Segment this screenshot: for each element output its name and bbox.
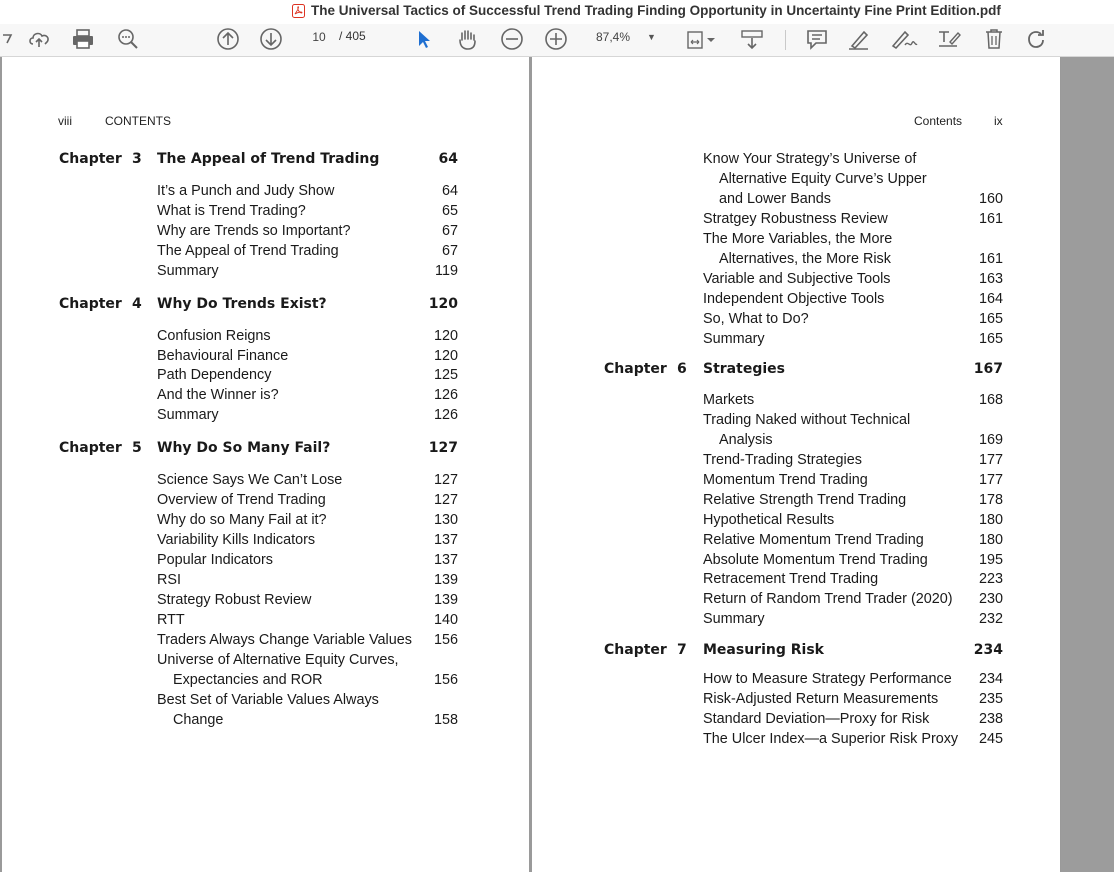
- chapter-label: Chapter: [59, 296, 122, 312]
- viewer-background: [1061, 57, 1114, 872]
- toc-page: 165: [978, 311, 1003, 327]
- toc-page: 234: [978, 671, 1003, 687]
- toc-page: 223: [978, 571, 1003, 587]
- toc-entry: Traders Always Change Variable Values: [157, 632, 412, 648]
- toc-entry: Overview of Trend Trading: [157, 492, 326, 508]
- page-total: / 405: [339, 29, 366, 43]
- toc-entry: Trend-Trading Strategies: [703, 452, 862, 468]
- toc-entry: Summary: [703, 611, 765, 627]
- chapter-number: 3: [132, 151, 142, 167]
- toc-entry: So, What to Do?: [703, 311, 809, 327]
- page-number-header: viii: [58, 114, 72, 128]
- toc-page: 120: [433, 348, 458, 364]
- toc-page: 177: [978, 452, 1003, 468]
- page-down-icon[interactable]: [258, 28, 284, 50]
- edit-text-icon[interactable]: [935, 28, 963, 50]
- chapter-page: 234: [973, 642, 1003, 658]
- toc-page: 195: [978, 552, 1003, 568]
- toc-entry: Universe of Alternative Equity Curves,: [157, 652, 399, 668]
- toc-entry: Momentum Trend Trading: [703, 472, 868, 488]
- toc-page: 158: [433, 712, 458, 728]
- toc-entry: The Appeal of Trend Trading: [157, 243, 339, 259]
- toc-entry: Strategy Robust Review: [157, 592, 312, 608]
- toc-page: 67: [441, 243, 458, 259]
- toc-entry: Change: [173, 712, 224, 728]
- toc-entry: Behavioural Finance: [157, 348, 289, 364]
- toc-entry: Return of Random Trend Trader (2020): [703, 591, 953, 607]
- toc-page: 139: [433, 592, 458, 608]
- chapter-page: 167: [973, 361, 1003, 377]
- toc-page: 164: [978, 291, 1003, 307]
- toc-page: 169: [978, 432, 1003, 448]
- toc-entry: Analysis: [719, 432, 773, 448]
- page-up-icon[interactable]: [215, 28, 241, 50]
- highlight-pen-icon[interactable]: [845, 28, 873, 50]
- print-icon[interactable]: [70, 28, 96, 50]
- toc-entry: Independent Objective Tools: [703, 291, 885, 307]
- toc-page: 120: [433, 328, 458, 344]
- toc-entry: Confusion Reigns: [157, 328, 271, 344]
- zoom-select[interactable]: [589, 29, 663, 46]
- toc-page: 163: [978, 271, 1003, 287]
- toc-entry: Standard Deviation—Proxy for Risk: [703, 711, 930, 727]
- toc-entry: Science Says We Can’t Lose: [157, 472, 343, 488]
- hand-tool-icon[interactable]: [455, 28, 481, 50]
- toc-page: 137: [433, 532, 458, 548]
- toc-page: 130: [433, 512, 458, 528]
- pdf-file-icon: [292, 4, 305, 18]
- toc-entry: Risk-Adjusted Return Measurements: [703, 691, 939, 707]
- search-icon[interactable]: [114, 28, 142, 50]
- toc-entry: Summary: [703, 331, 765, 347]
- toc-entry: The More Variables, the More: [703, 231, 893, 247]
- draw-signature-icon[interactable]: [888, 28, 920, 50]
- chapter-label: Chapter: [604, 361, 667, 377]
- toc-entry: Retracement Trend Trading: [703, 571, 879, 587]
- toc-page: 67: [441, 223, 458, 239]
- chapter-label: Chapter: [604, 642, 667, 658]
- toc-entry: Markets: [703, 392, 755, 408]
- running-header: CONTENTS: [105, 114, 171, 128]
- chapter-title: Why Do So Many Fail?: [157, 440, 331, 456]
- chapter-number: 5: [132, 440, 142, 456]
- cloud-upload-icon[interactable]: [26, 28, 54, 50]
- toc-page: 235: [978, 691, 1003, 707]
- chapter-label: Chapter: [59, 151, 122, 167]
- toc-page: 126: [433, 407, 458, 423]
- toc-entry: Path Dependency: [157, 367, 272, 383]
- toc-entry: Alternative Equity Curve’s Upper: [719, 171, 927, 187]
- chapter-number: 7: [677, 642, 687, 658]
- toc-entry: How to Measure Strategy Performance: [703, 671, 952, 687]
- toc-page: 127: [433, 472, 458, 488]
- toc-entry: Variability Kills Indicators: [157, 532, 316, 548]
- window-titlebar: [0, 0, 1114, 24]
- toc-page: 245: [978, 731, 1003, 747]
- toc-entry: and Lower Bands: [719, 191, 832, 207]
- chapter-label: Chapter: [59, 440, 122, 456]
- chapter-page: 120: [428, 296, 458, 312]
- chevron-down-icon: ▼: [647, 32, 656, 42]
- zoom-in-icon[interactable]: [543, 28, 569, 50]
- toolbar-divider: [785, 30, 786, 50]
- toc-page: 160: [978, 191, 1003, 207]
- toc-entry: Know Your Strategy’s Universe of: [703, 151, 917, 167]
- toc-entry: Hypothetical Results: [703, 512, 835, 528]
- zoom-value: 87,4%: [596, 30, 631, 44]
- toc-entry: Why do so Many Fail at it?: [157, 512, 327, 528]
- scroll-mode-icon[interactable]: [738, 28, 766, 50]
- toc-page: 156: [433, 632, 458, 648]
- toc-entry: Expectancies and ROR: [173, 672, 323, 688]
- toc-page: 180: [978, 532, 1003, 548]
- chapter-number: 6: [677, 361, 687, 377]
- toc-page: 177: [978, 472, 1003, 488]
- toc-entry: RSI: [157, 572, 181, 588]
- toc-page: 137: [433, 552, 458, 568]
- toc-entry: Absolute Momentum Trend Trading: [703, 552, 928, 568]
- fit-page-icon[interactable]: [684, 28, 718, 50]
- toc-page: 65: [441, 203, 458, 219]
- toc-entry: And the Winner is?: [157, 387, 279, 403]
- toc-entry: Summary: [157, 263, 219, 279]
- toc-page: 140: [433, 612, 458, 628]
- select-cursor-icon[interactable]: [414, 28, 434, 50]
- toc-page: 180: [978, 512, 1003, 528]
- toc-entry: Summary: [157, 407, 219, 423]
- pdf-page-right: [532, 57, 1060, 872]
- toc-page: 232: [978, 611, 1003, 627]
- toc-page: 168: [978, 392, 1003, 408]
- delete-icon[interactable]: [982, 28, 1006, 50]
- chapter-title: Why Do Trends Exist?: [157, 296, 327, 312]
- toc-page: 161: [978, 211, 1003, 227]
- toc-entry: RTT: [157, 612, 185, 628]
- page-number-input[interactable]: 10: [312, 30, 326, 44]
- toc-page: 178: [978, 492, 1003, 508]
- chapter-page: 127: [428, 440, 458, 456]
- chapter-title: Measuring Risk: [703, 642, 824, 658]
- comment-icon[interactable]: [803, 28, 831, 50]
- toc-page: 165: [978, 331, 1003, 347]
- toc-page: 161: [978, 251, 1003, 267]
- toc-page: 238: [978, 711, 1003, 727]
- toc-entry: Stratgey Robustness Review: [703, 211, 888, 227]
- chapter-title: The Appeal of Trend Trading: [157, 151, 380, 167]
- toc-entry: What is Trend Trading?: [157, 203, 306, 219]
- rotate-icon[interactable]: [1024, 28, 1050, 50]
- toc-entry: The Ulcer Index—a Superior Risk Proxy: [703, 731, 959, 747]
- toc-entry: Best Set of Variable Values Always: [157, 692, 379, 708]
- toc-entry: Variable and Subjective Tools: [703, 271, 891, 287]
- chapter-number: 4: [132, 296, 142, 312]
- toc-page: 126: [433, 387, 458, 403]
- chapter-title: Strategies: [703, 361, 785, 377]
- running-header: Contents: [914, 114, 963, 128]
- toc-entry: Relative Momentum Trend Trading: [703, 532, 924, 548]
- toc-entry: Trading Naked without Technical: [703, 412, 911, 428]
- toc-page: 230: [978, 591, 1003, 607]
- page-number-header: ix: [994, 114, 1003, 128]
- pdf-page-left: [2, 57, 529, 872]
- document-title: The Universal Tactics of Successful Trend Trading Finding Opportunity in Uncertainty Fine Print Edition.pdf: [311, 3, 1001, 18]
- toc-entry: Relative Strength Trend Trading: [703, 492, 907, 508]
- toc-page: 139: [433, 572, 458, 588]
- toc-page: 119: [435, 263, 458, 279]
- toc-page: 127: [433, 492, 458, 508]
- toc-entry: Alternatives, the More Risk: [719, 251, 891, 267]
- toc-entry: It’s a Punch and Judy Show: [157, 183, 335, 199]
- toc-entry: Popular Indicators: [157, 552, 273, 568]
- chapter-page: 64: [438, 151, 458, 167]
- toc-page: 125: [433, 367, 458, 383]
- toc-page: 156: [433, 672, 458, 688]
- zoom-out-icon[interactable]: [499, 28, 525, 50]
- toolbar: [0, 24, 1114, 57]
- back-arrow-icon[interactable]: [0, 28, 16, 50]
- toc-page: 64: [441, 183, 458, 199]
- toc-entry: Why are Trends so Important?: [157, 223, 351, 239]
